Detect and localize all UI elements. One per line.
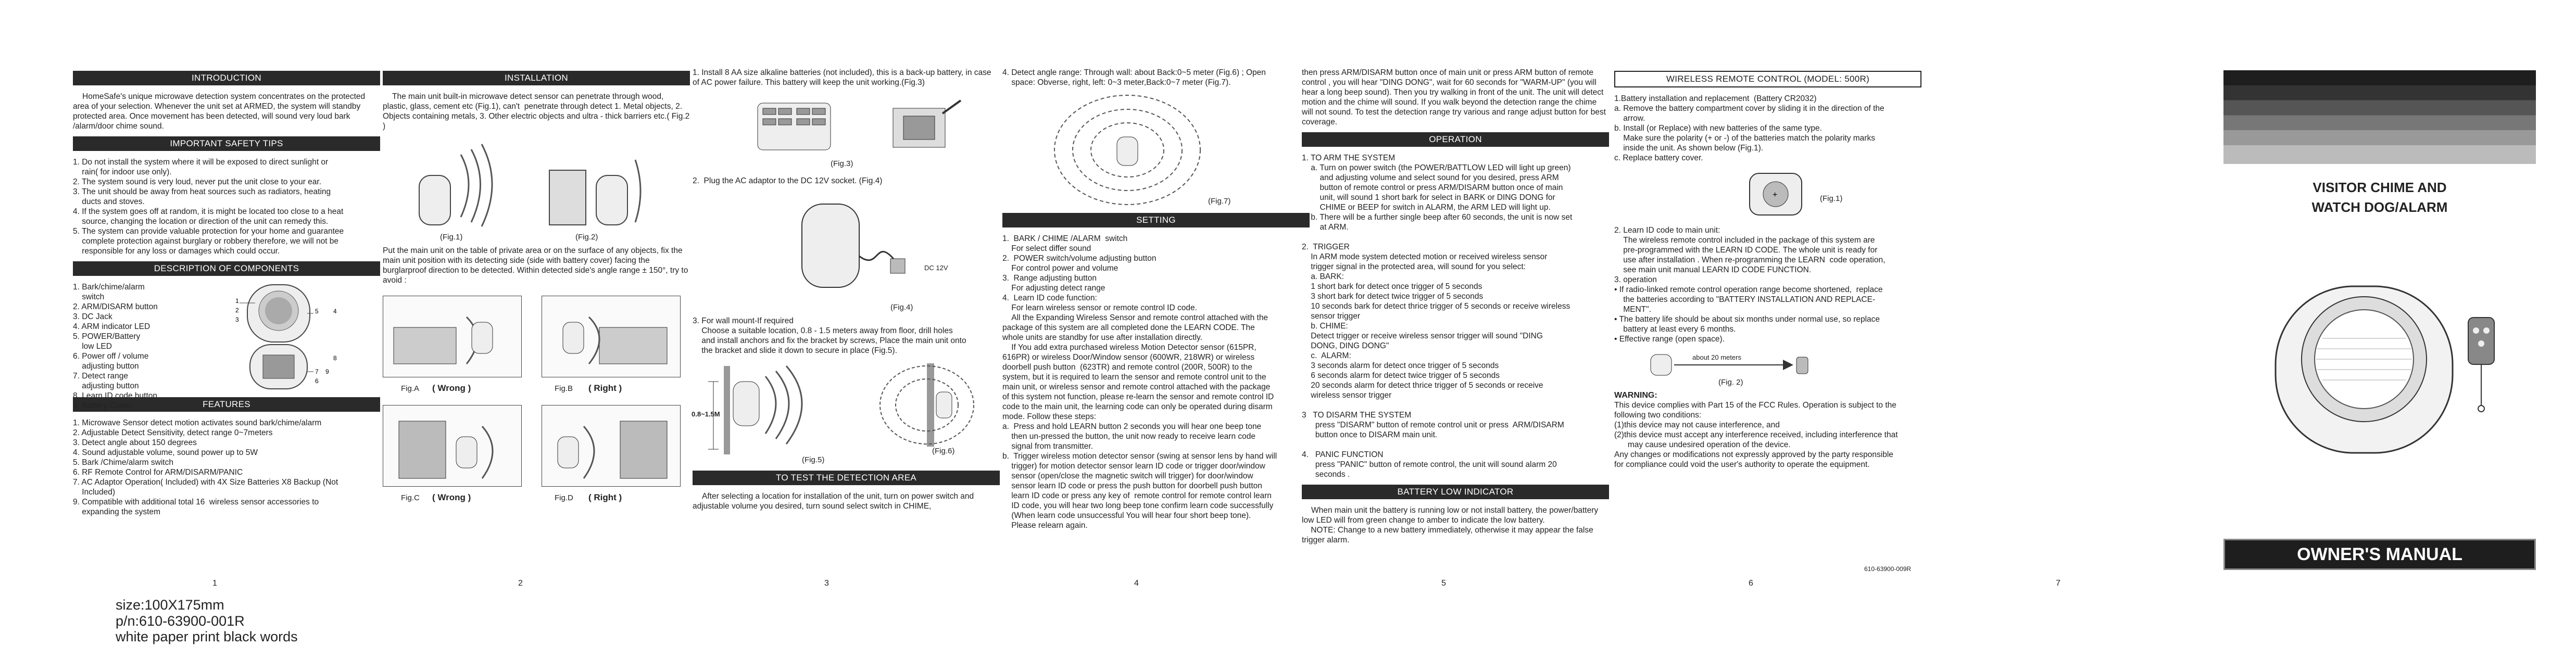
panel-6 (1614, 68, 1921, 573)
placement-figures (383, 290, 690, 514)
wall-mount-illustration (693, 361, 849, 457)
distance-label: about 20 meters (1692, 353, 1741, 361)
page-number-4: 4 (1134, 579, 1139, 588)
test-title: TO TEST THE DETECTION AREA (693, 471, 1000, 485)
safety-body: 1. Do not install the system where it will be exposed to direct sunlight or rain( for indoor use only). 2. The system sound is very loud, never put the unit close to your ear. 3. The unit should be away from heat sources such as radiators, heating ducts and stoves. 4. If the system goes off at random, it is might be located too close to a heat source, changing the location or direction of the unit can remedy this. 5. The system can provide valuable protection for your home and guarantee complete protection against burglary or robbery therefore, we will not be responsible for any loss or damages which could occur. (73, 158, 344, 256)
fig-c-verdict: ( Wrong ) (432, 492, 471, 502)
callout-4: 4 (333, 308, 337, 315)
page-number-1: 1 (212, 579, 217, 588)
fig6-caption: (Fig.6) (932, 447, 955, 455)
callout-8: 8 (333, 354, 337, 362)
fig-c-wrong (383, 405, 522, 487)
footer-part-number: p/n:610-63900-001R (116, 613, 245, 629)
components-body: 1. Bark/chime/alarm switch 2. ARM/DISARM button 3. DC Jack 4. ARM indicator LED 5. POWER/Battery low LED 6. Power off / volume adjusting button 7. Detect range adjusting button 8. Learn ID code button 9. Battery Cover (73, 283, 158, 410)
intro-title: INTRODUCTION (73, 71, 380, 85)
fig4-caption: (Fig.4) (890, 303, 913, 312)
page-number-5: 5 (1441, 579, 1446, 588)
warning-body: This device complies with Part 15 of the FCC Rules. Operation is subject to the following two conditions: (1)this device may not cause interference, and (2)this device must accept any interference received, including interference that may cause undesired operation of the device. Any changes or modifications not expressly approved by the party responsible for compliance could void the user's authority to operate the equipment. (1614, 401, 1898, 469)
callout-3: 3 (235, 316, 239, 323)
test-body: After selecting a location for installation of the unit, turn on power switch and adjustable volume you desired, turn sound select switch in CHIME, (693, 492, 976, 511)
installation-body2: Put the main unit on the table of private area or on the surface of any objects, fix the main unit position with its detecting side (side with battery cover) facing the burglarproof direction to be detected. Within detected side's angle range ± 150°, try to avoid : (383, 246, 690, 285)
svg-text:+: + (1773, 191, 1778, 199)
fig1-caption: (Fig.1) (440, 233, 463, 242)
fig4-block (693, 191, 1000, 316)
fig1-fig2-block (383, 136, 690, 246)
fig7-block (1002, 93, 1310, 210)
unit-back-illustration (250, 345, 307, 389)
step2-text: 2. Plug the AC adaptor to the DC 12V socket. (Fig.4) (693, 176, 883, 185)
detect-range-wall-illustration (870, 361, 995, 449)
cover-panel (2223, 70, 2536, 565)
step3-text: 3. For wall mount-If required Choose a suitable location, 0.8 - 1.5 meters away from floor, drill holes and install anchors and fix the bracket by screws, Place the main unit onto the bracket and slide it down to secure in place (Fig.5). (693, 316, 966, 355)
remote-title: WIRELESS REMOTE CONTROL (MODEL: 500R) (1614, 71, 1921, 87)
footer-size: size:100X175mm (116, 597, 224, 613)
features-body: 1. Microwave Sensor detect motion activates sound bark/chime/alarm 2. Adjustable Detect Sensitivity, detect range 0~7meters 3. Detect angle about 150 degrees 4. Sound adjustable volume, sound power up to 5W 5. Bark /Chime/alarm switch 6. RF Remote Control for ARM/DISARM/PANIC 7. AC Adaptor Operation( Included) with 4X Size Batteries X8 Backup (Not Included) 9. Compatible with additional total 16 wireless sensor accessories to expanding the system (73, 419, 338, 516)
safety-title: IMPORTANT SAFETY TIPS (73, 136, 380, 151)
panel-2 (383, 68, 690, 552)
step1-text: 1. Install 8 AA size alkaline batteries (not included), this is a back-up battery, in case of AC power failure. This battery will keep the unit working.(Fig.3) (693, 68, 994, 87)
footer-paper: white paper print black words (116, 629, 298, 644)
remote-fig2-block (1614, 349, 1921, 391)
owners-manual-banner (2223, 539, 2536, 570)
callout-6: 6 (315, 377, 319, 385)
page-number-3: 3 (824, 579, 829, 588)
panel-5 (1302, 68, 1609, 552)
fig-b-label: Fig.B (555, 384, 573, 393)
fig-b-right (542, 296, 681, 377)
panel-4 (1002, 68, 1310, 552)
fig1-illustration (414, 139, 518, 227)
components-title: DESCRIPTION OF COMPONENTS (73, 261, 380, 276)
callout-2: 2 (235, 307, 239, 314)
remote-fig1-caption: (Fig.1) (1820, 194, 1843, 203)
callout-1: 1 (235, 297, 239, 305)
fig3-caption: (Fig.3) (831, 159, 853, 168)
cover-gradient-band (2223, 70, 2536, 164)
remote-fig1-block (1614, 168, 1921, 225)
panel-1 (73, 68, 380, 552)
test-continued: then press ARM/DISARM button once of main unit or press ARM button of remote control , you will hear "DING DONG", wait for 60 seconds for "WARM-UP" (you will hear a long beep sound). Then you try walking in front of the unit. The unit will detect motion and the chime will sound. If you walk beyond the detection range the chime will not sound. To test the detection range try various and range adjust button for best coverage. (1302, 68, 1609, 126)
battery-door-illustration (890, 98, 963, 150)
fig-d-label: Fig.D (555, 493, 573, 502)
remote-body: 1.Battery installation and replacement (Battery CR2032) a. Remove the battery compartment cover by sliding it in the direction of the arrow. b. Install (or Replace) with new batteries of the same type. Make sure the polarity (+ or -) of the batteries match the polarity marks inside the unit. As shown below (Fig.1). c. Replace battery cover. (1614, 94, 1884, 162)
fig5-fig6-block (693, 361, 1000, 467)
operation-body: 1. TO ARM THE SYSTEM a. Turn on power switch (the POWER/BATTLOW LED will light up green) and adjusting volume and select sound for you desired, press ARM button of remote control or press ARM/DISARM button once of main unit, will sound 1 short bark for select in BARK or DING DONG for CHIME or BEEP for switch in ALARM, the ARM LED will light up. b. There will be a further single beep after 60 seconds, the unit is now set at ARM. 2. TRIGGER In ARM mode system detected motion or received wireless sensor trigger signal in the protected area, will sound for you select: a. BARK: 1 short bark for detect once trigger of 5 seconds 3 short bark for detect twice trigger of 5 seconds 10 seconds bark for detect thrice trigger of 5 seconds or receive wireless sensor trigger b. CHIME: Detect trigger or receive wireless sensor trigger will sound "DING DONG, DING DONG" c. ALARM: 3 seconds alarm for detect once trigger of 5 seconds 6 seconds alarm for detect twice trigger of 5 seconds 20 seconds alarm for detect thrice trigger of 5 seconds or receive wireless sensor trigger 3 TO DISARM THE SYSTEM press "DISARM" button of remote control unit or press ARM/DISARM button once to DISARM main unit. 4. PANIC FUNCTION press "PANIC" button of remote control, the unit will sound alarm 20 seconds . (1302, 154, 1573, 479)
callout-5: 5 (315, 308, 319, 315)
height-label: 0.8~1.5M (692, 410, 720, 418)
operation-title: OPERATION (1302, 132, 1609, 147)
installation-body: The main unit built-in microwave detect sensor can penetrate through wood, plastic, glass, cement etc (Fig.1), can't penetrate through detect 1. Metal objects, 2. Objects containing metals, 3. Other electric objects and ultra - thick barriers etc.( Fig.2 ) (383, 92, 692, 131)
cover-product-illustration (2265, 276, 2525, 463)
cover-title-line2: WATCH DOG/ALARM (2311, 199, 2448, 215)
features-title: FEATURES (73, 397, 380, 412)
fig-d-verdict: ( Right ) (588, 492, 622, 502)
fig7-caption: (Fig.7) (1208, 197, 1231, 206)
fig-a-label: Fig.A (401, 384, 420, 393)
installation-title: INSTALLATION (383, 71, 690, 85)
step4-text: 4. Detect angle range: Through wall: about Back:0~5 meter (Fig.6) ; Open space: Obverse, right, left: 0~3 meter,Back:0~7 meter (Fig.7). (1002, 68, 1266, 87)
warning-title: WARNING: (1614, 391, 1657, 400)
unit-front-illustration (247, 285, 310, 342)
callout-7: 7 (315, 368, 319, 375)
fig2-caption: (Fig.2) (575, 233, 598, 242)
dc-label: DC 12V (924, 264, 948, 272)
intro-body: HomeSafe's unique microwave detection system concentrates on the protected area of your selection. Whenever the unit set at ARMED, the system will standby protected area. Once movement has been detected, will sound very loud bark /alarm/door chime sound. (73, 92, 368, 131)
fig-d-right (542, 405, 681, 487)
fig-a-wrong (383, 296, 522, 377)
cover-title-line1: VISITOR CHIME AND (2313, 180, 2447, 195)
panel-3 (693, 68, 1000, 552)
fig-b-verdict: ( Right ) (588, 383, 622, 393)
adaptor-illustration (797, 194, 927, 298)
callout-9: 9 (325, 368, 329, 375)
battery-pack-illustration (755, 98, 833, 155)
battery-low-title: BATTERY LOW INDICATOR (1302, 485, 1609, 499)
fig5-caption: (Fig.5) (802, 455, 825, 464)
page-number-2: 2 (518, 579, 523, 588)
remote-fig2-caption: (Fig. 2) (1718, 378, 1743, 387)
owners-manual-label: OWNER'S MANUAL (2297, 544, 2462, 564)
fig-c-label: Fig.C (401, 493, 420, 502)
learn-body: 2. Learn ID code to main unit: The wireless remote control included in the package of this system are pre-programmed with the LEARN ID CODE. The whole unit is ready for use after installation . When re-programming the LEARN code operation, see main unit manual LEARN ID CODE FUNCTION. 3. operation • If radio-linked remote control operation range become shortened, replace the batteries according to "BATTERY INSTALLATION AND REPLACE- MENT". • The battery life should be about six months under normal use, so replace battery at least every 6 months. • Effective range (open space). (1614, 226, 1886, 344)
fig-a-verdict: ( Wrong ) (432, 383, 471, 393)
battery-low-body: When main unit the battery is running low or not install battery, the power/battery low LED will from green change to amber to indicate the low battery. NOTE: Change to a new battery immediately, otherwise it may appear the false trigger alarm. (1302, 506, 1599, 544)
detect-range-open-illustration (1049, 93, 1205, 207)
fig3-block (693, 93, 1000, 176)
setting-body: 1. BARK / CHIME /ALARM switch For select differ sound 2. POWER switch/volume adjusting button For control power and volume 3. Range adjusting button For adjusting detect range 4. Learn ID code function: For learn wireless sensor or remote control ID code. All the Expanding Wireless Sensor and remote control attached with the package of this system are all completed done the LEARN CODE. The whole units are standby for use after installation directly. If You add extra purchased wireless Motion Detector sensor (615PR, 616PR) or wireless Door/Window sensor (600WR, 218WR) or wireless doorbell push button (623TR) and remote control (200R, 500R) to the system, but it is required to learn the sensor and remote control unit to the main unit, or wireless sensor and remote control attached with the package of this system not function, please re-learn the sensor and remote control ID code to the main unit, the learning code can only be operated during disarm mode. Follow these steps: a. Press and hold LEARN button 2 seconds you will hear one beep tone then un-pressed the button, the unit now ready to receive learn code signal from transmitter. b. Trigger wireless motion detector sensor (swing at sensor lens by hand will trigger) for motion detector sensor learn ID code or trigger door/window sensor (open/close the magnetic switch will trigger) for door/window sensor learn ID code or press the push button for doorbell push button learn ID code or press any key of remote control for remote control learn ID code, you will hear two long beep tone confirm learn code successfully (When learn code unsuccessful You will hear four short beep tone). Please relearn again. (1002, 234, 1277, 530)
remote-battery-illustration (1744, 168, 1812, 220)
document-code: 610-63900-009R (1864, 565, 1912, 573)
components-diagram (203, 282, 375, 391)
page-number-7: 7 (2056, 579, 2060, 588)
page-number-6: 6 (1749, 579, 1753, 588)
setting-title: SETTING (1002, 213, 1310, 227)
fig2-illustration (544, 139, 648, 227)
